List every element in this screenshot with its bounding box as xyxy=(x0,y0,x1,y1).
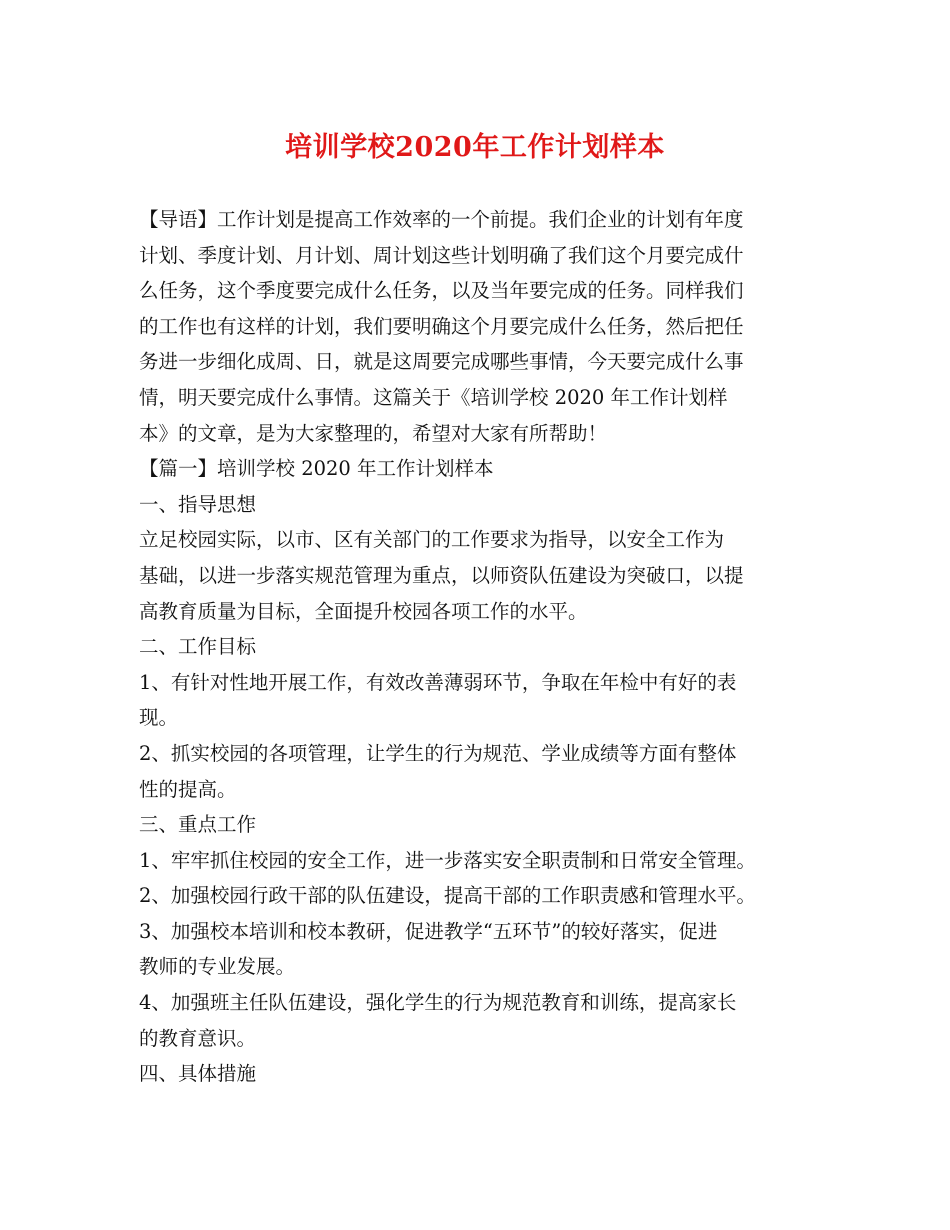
paragraph-line: 基础，以进一步落实规范管理为重点，以师资队伍建设为突破口，以提 xyxy=(139,563,744,587)
paragraph-line: 立足校园实际，以市、区有关部门的工作要求为指导，以安全工作为 xyxy=(139,528,725,552)
paragraph-line: 的工作也有这样的计划，我们要明确这个月要完成什么任务，然后把任 xyxy=(139,314,744,338)
paragraph-line: 1、有针对性地开展工作，有效改善薄弱环节，争取在年检中有好的表 xyxy=(139,670,737,694)
paragraph-line: 务进一步细化成周、日，就是这周要完成哪些事情，今天要完成什么事 xyxy=(139,350,744,374)
paragraph-line: 情，明天要完成什么事情。这篇关于《培训学校 2020 年工作计划样 xyxy=(139,385,728,409)
paragraph-line: 2、抓实校园的各项管理，让学生的行为规范、学业成绩等方面有整体 xyxy=(139,741,737,765)
paragraph-line: 3、加强校本培训和校本教研，促进教学“五环节”的较好落实，促进 xyxy=(139,919,718,943)
paragraph-line: 计划、季度计划、月计划、周计划这些计划明确了我们这个月要完成什 xyxy=(139,243,744,267)
paragraph-line: 教师的专业发展。 xyxy=(139,955,296,979)
paragraph-line: 三、重点工作 xyxy=(139,813,257,837)
paragraph-line: 本》的文章，是为大家整理的，希望对大家有所帮助！ xyxy=(139,421,608,445)
paragraph-line: 的教育意识。 xyxy=(139,1026,257,1050)
paragraph-line: 么任务，这个季度要完成什么任务，以及当年要完成的任务。同样我们 xyxy=(139,279,744,303)
paragraph-line: 现。 xyxy=(139,706,179,730)
paragraph-line: 四、具体措施 xyxy=(139,1062,257,1086)
paragraph-line: 【篇一】培训学校 2020 年工作计划样本 xyxy=(139,457,494,481)
paragraph-line: 4、加强班主任队伍建设，强化学生的行为规范教育和训练，提高家长 xyxy=(139,991,737,1015)
paragraph-line: 高教育质量为目标，全面提升校园各项工作的水平。 xyxy=(139,599,588,623)
paragraph-line: 1、牢牢抓住校园的安全工作，进一步落实安全职责制和日常安全管理。 xyxy=(139,848,756,872)
paragraph-line: 性的提高。 xyxy=(139,777,237,801)
paragraph-line: 【导语】工作计划是提高工作效率的一个前提。我们企业的计划有年度 xyxy=(139,208,744,231)
paragraph-line: 二、工作目标 xyxy=(139,635,257,659)
document-body xyxy=(139,202,819,1092)
paragraph-line: 一、指导思想 xyxy=(139,492,257,516)
paragraph-line: 2、加强校园行政干部的队伍建设，提高干部的工作职责感和管理水平。 xyxy=(139,884,756,908)
document-title: 培训学校2020年工作计划样本 xyxy=(285,132,665,163)
